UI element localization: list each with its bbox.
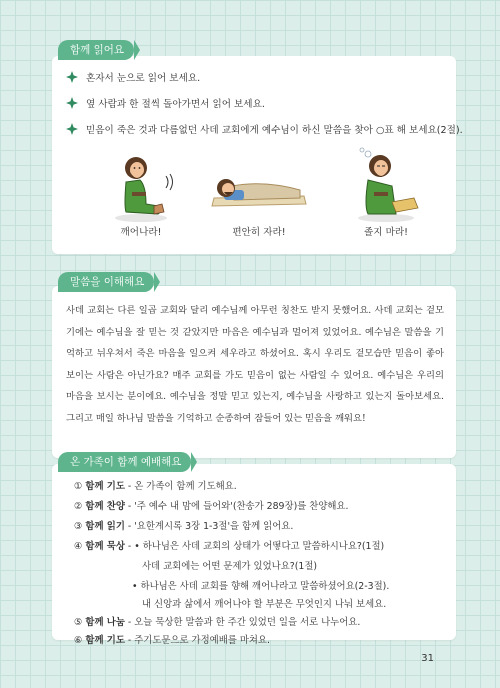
diamond-bullet-icon [66,71,78,83]
read-instruction-1 [66,70,200,84]
scene-sleep [204,146,314,246]
meditation-line-1: 사데 교회에는 어떤 문제가 있었나요?(1절) [142,561,318,572]
read-instruction-text: 믿음이 죽은 것과 다름없던 사데 교회에게 예수님이 하신 말씀을 찾아 ○표 해 보세요(2절). [86,125,463,136]
read-instruction-3 [66,122,463,136]
caption-sleep: 편안히 자라! [232,227,286,238]
man-dozing-illustration [336,146,436,226]
read-instruction-text: 혼자서 눈으로 읽어 보세요. [86,73,201,84]
diamond-bullet-icon [66,123,78,135]
meditation-line-3: 내 신앙과 삶에서 깨어나야 할 부분은 무엇인지 나눠 보세요. [142,599,387,610]
jesus-waking-illustration [96,146,186,226]
caption-doze: 졸지 마라! [364,227,408,238]
worship-step-1: ① 함께 기도 - 온 가족이 함께 기도해요. [74,481,237,492]
man-sleeping-illustration [204,146,314,226]
worship-step-5: ⑤ 함께 나눔 - 오늘 묵상한 말씀과 한 주간 있었던 일을 서로 나누어요. [74,617,361,628]
scene-doze [336,146,436,246]
understand-section-card [52,286,456,458]
read-section-tag: 함께 읽어요 [58,40,134,60]
understand-section-tag: 말씀을 이해해요 [58,272,154,292]
worship-step-3: ③ 함께 읽기 - '요한계시록 3장 1-3절'을 함께 읽어요. [74,521,294,532]
worship-step-6: ⑥ 함께 기도 - 주기도문으로 가정예배를 마쳐요. [74,635,270,646]
read-instruction-2 [66,96,265,110]
worship-step-2: ② 함께 찬양 - '주 예수 내 맘에 들어와'(찬송가 289장)를 찬양해요. [74,501,349,512]
diamond-bullet-icon [66,97,78,109]
worship-step-4: ④ 함께 묵상 - • 하나님은 사데 교회의 상태가 어떻다고 말씀하시나요?(1절) [74,541,385,552]
scene-wake-up [96,146,186,246]
understand-paragraph: 사데 교회는 다른 일곱 교회와 달리 예수님께 아무런 칭찬도 받지 못했어요. 사데 교회는 겉모기에는 예수님을 잘 믿는 것 같았지만 마음은 예수님과 멀어져 있었어요. 예수님은 말씀을 기억하고 뉘우쳐서 죽은 마음을 일으켜 세우라고 하셨어요. 혹시 우리도 겉모습만 믿음이 좋아 보이는 사람은 아닌가요? 매주 교회를 가도 믿음이 없는 사람일 수 있어요. 예수님은 우리의 마음을 보시는 분이에요. 예수님을 정말 믿고 있는지, 예수님을 사랑하고 있는지 돌아보세요. 그리고 매일 하나님 말씀을 기억하고 순종하여 잠들어 있는 믿음을 깨워요! [66,305,444,424]
caption-wake-up: 깨어나라! [120,227,162,238]
meditation-line-2: • 하나님은 사데 교회를 향해 깨어나라고 말씀하셨어요(2-3절). [132,581,390,592]
read-section-card [52,56,463,254]
page-number: 31 [421,653,434,664]
worship-section-tag: 온 가족이 함께 예배해요 [58,452,191,472]
read-instruction-text: 옆 사람과 한 절씩 돌아가면서 읽어 보세요. [86,99,265,110]
worship-section-card [52,464,456,640]
